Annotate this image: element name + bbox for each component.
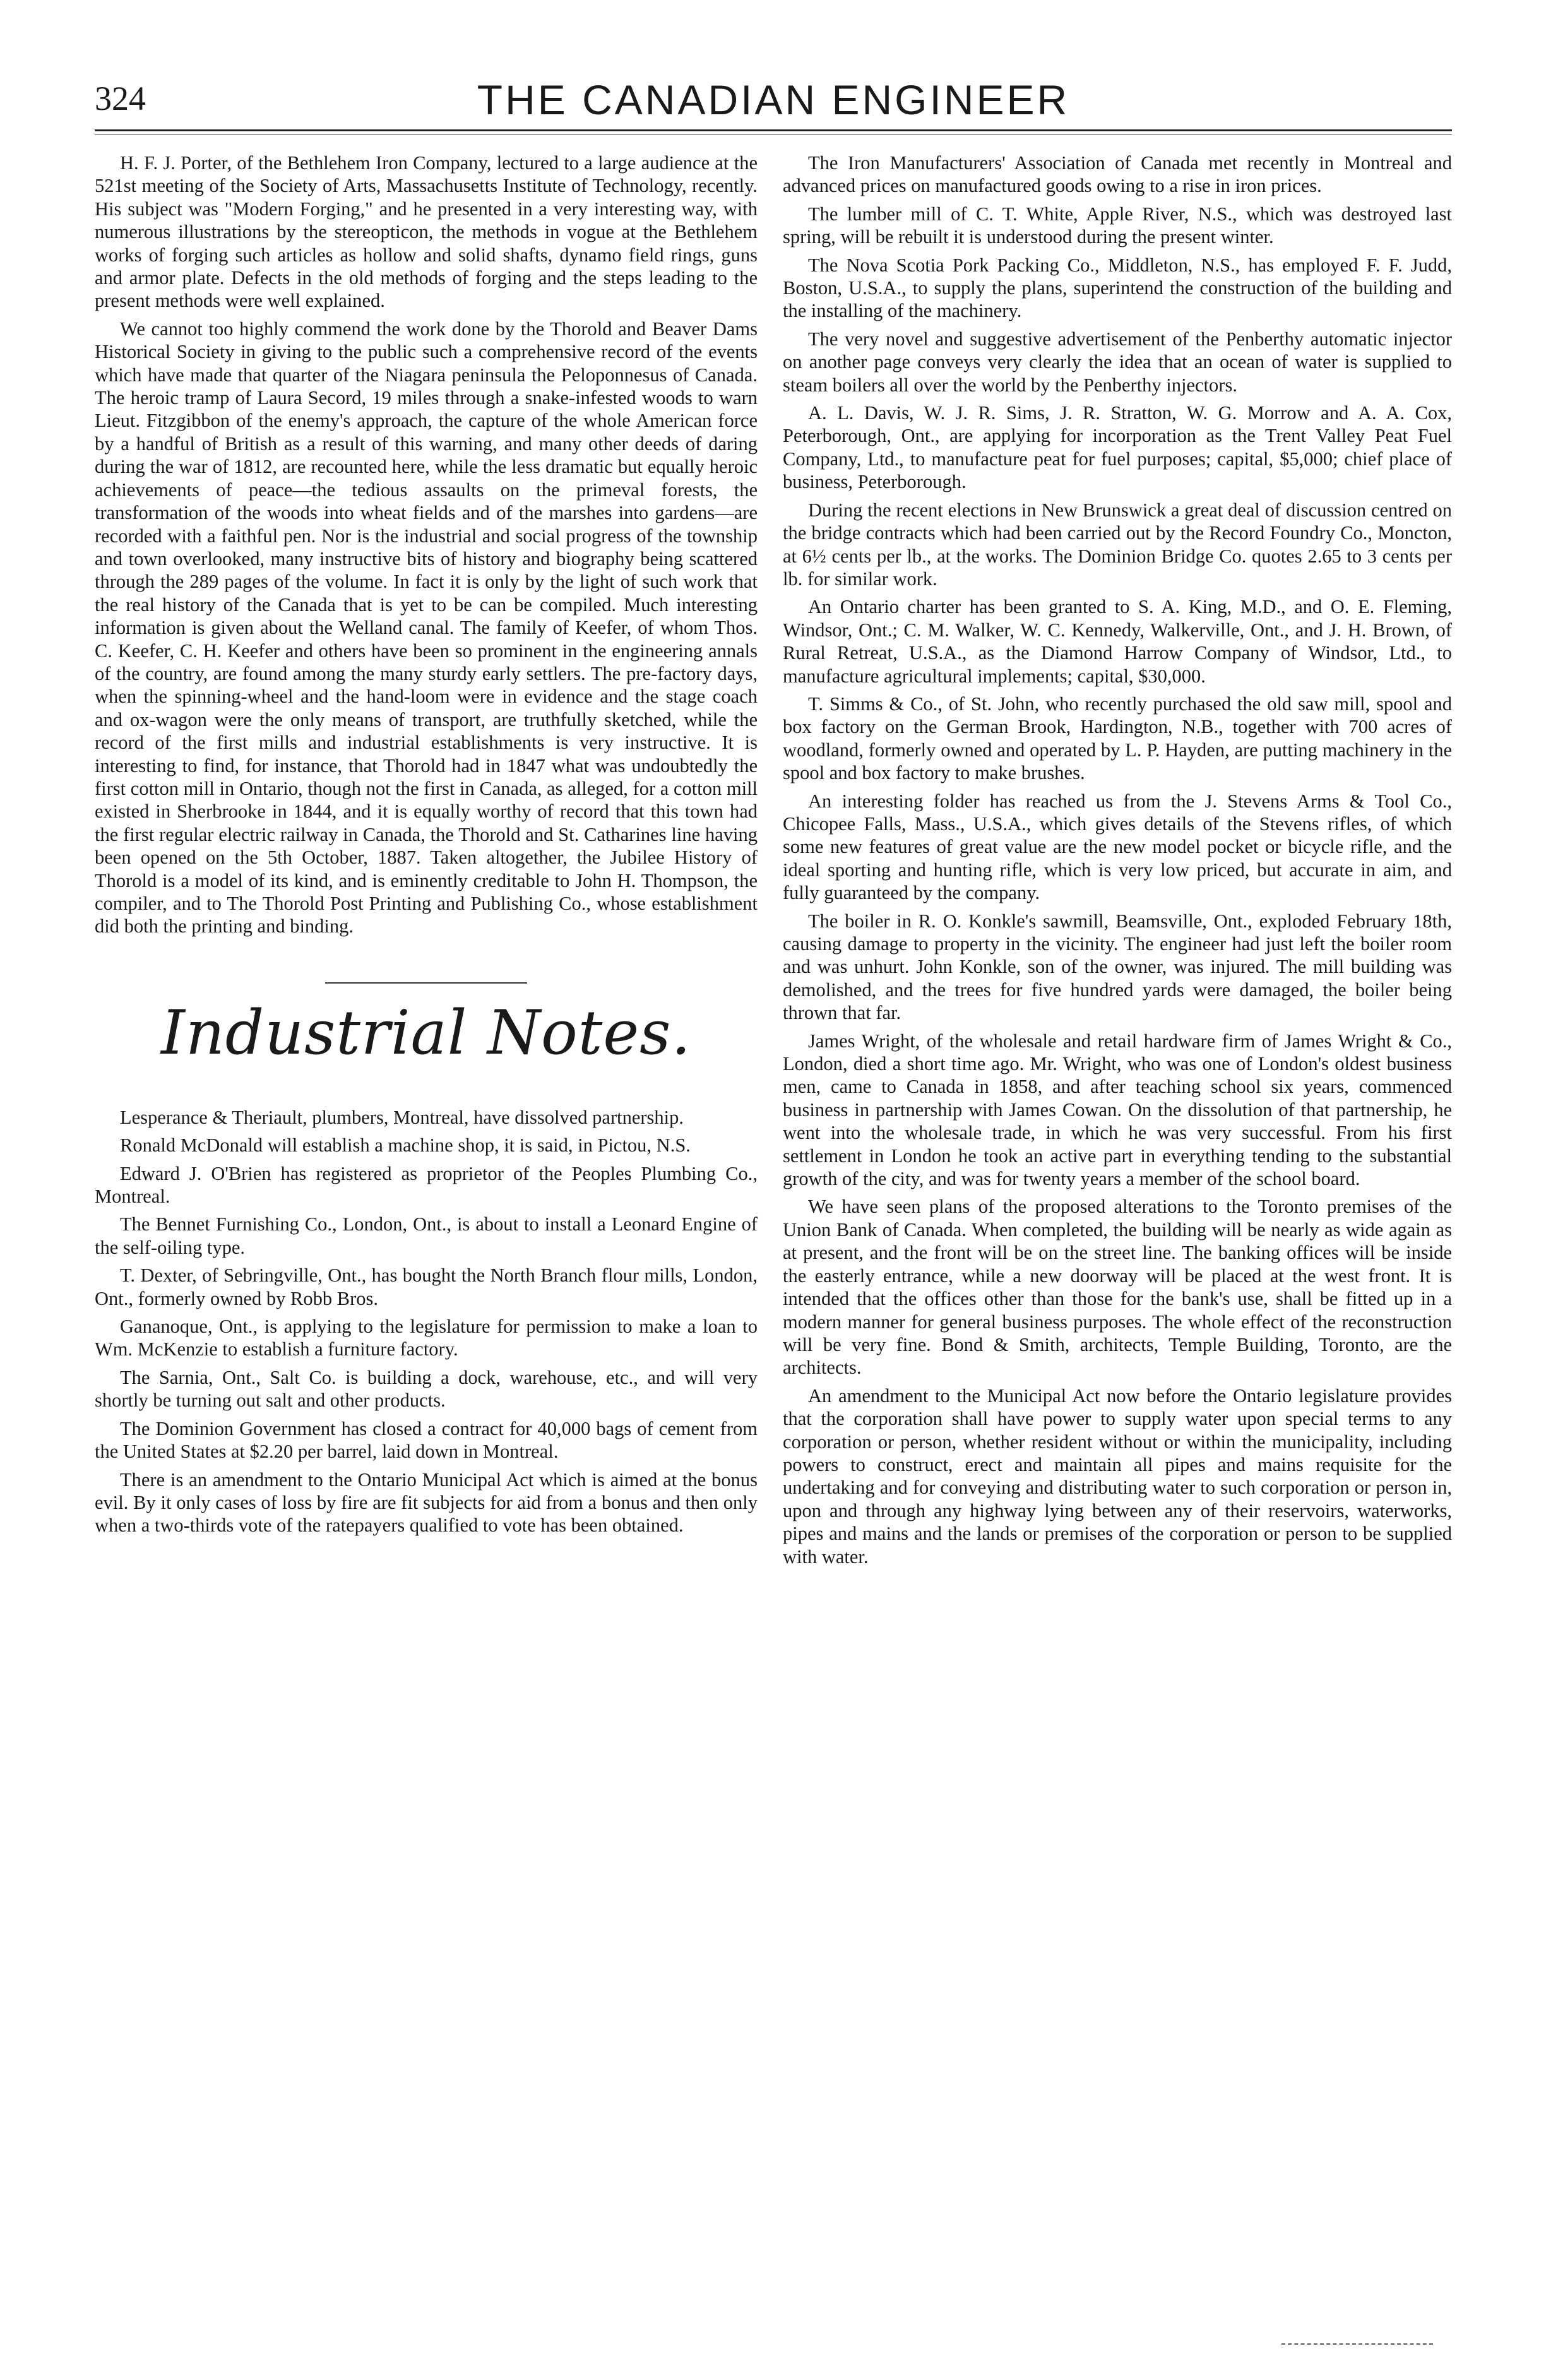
- news-item: The Sarnia, Ont., Salt Co. is building a dock, warehouse, etc., and will very shortly be turning out salt and other products.: [95, 1366, 758, 1412]
- journal-title: THE CANADIAN ENGINEER: [477, 76, 1070, 123]
- news-item: We have seen plans of the proposed alterations to the Toronto premises of the Union Bank of Canada. When completed, the building will be nearly as wide again as at present, and the front will be on the street line. The banking offices will be inside the easterly entrance, while a new doorway will be placed at the west front. It is intended that the offices other than those for the bank's use, shall be fitted up in a modern manner for general business purposes. The whole effect of the reconstruction will be very fine. Bond & Smith, architects, Temple Building, Toronto, are the architects.: [783, 1196, 1452, 1379]
- end-of-column-mark: [1281, 2343, 1433, 2345]
- news-item: There is an amendment to the Ontario Municipal Act which is aimed at the bonus evil. By it only cases of loss by fire are fit subjects for aid from a bonus and then only when a two-thirds vote of the ratepayers qualified to vote has been obtained.: [95, 1468, 758, 1537]
- article-paragraph: H. F. J. Porter, of the Bethlehem Iron Company, lectured to a large audience at the 521st meeting of the Society of Arts, Massachusetts Institute of Technology, recently. His subject was "Modern Forging," and he presented in a very interesting way, with numerous illustrations by the stereopticon, the methods in vogue at the Bethlehem works of forging such articles as hollow and solid shafts, dynamo field rings, guns and armor plate. Defects in the old methods of forging and the steps leading to the present methods were well explained.: [95, 152, 758, 312]
- news-item: The Dominion Government has closed a contract for 40,000 bags of cement from the United States at $2.20 per barrel, laid down in Montreal.: [95, 1417, 758, 1463]
- news-item: The Bennet Furnishing Co., London, Ont., is about to install a Leonard Engine of the self-oiling type.: [95, 1213, 758, 1258]
- news-item: During the recent elections in New Brunswick a great deal of discussion centred on the bridge contracts which had been carried out by the Record Foundry Co., Moncton, at 6½ cents per lb., at the works. The Dominion Bridge Co. quotes 2.65 to 3 cents per lb. for similar work.: [783, 499, 1452, 590]
- news-item: The very novel and suggestive advertisement of the Penberthy automatic injector on another page conveys very clearly the idea that an ocean of water is supplied to steam boilers all over the world by the Penberthy injectors.: [783, 328, 1452, 396]
- section-heading: Industrial Notes.: [161, 997, 691, 1068]
- news-item: Gananoque, Ont., is applying to the legislature for permission to make a loan to Wm. McKenzie to establish a furniture factory.: [95, 1316, 758, 1360]
- news-item: An interesting folder has reached us from the J. Stevens Arms & Tool Co., Chicopee Falls, Mass., U.S.A., which gives details of the Stevens rifles, of which some new features of great value are the new model pocket or bicycle rifle, and the ideal sporting and hunting rifle, which is very low priced, but accurate in aim, and fully guaranteed by the company.: [783, 790, 1452, 904]
- news-item: Lesperance & Theriault, plumbers, Montreal, have dissolved partnership.: [120, 1106, 684, 1128]
- header-rule-thin: [95, 134, 1452, 135]
- news-item: The lumber mill of C. T. White, Apple River, N.S., which was destroyed last spring, will be rebuilt it is understood during the present winter.: [783, 203, 1452, 248]
- news-item: A. L. Davis, W. J. R. Sims, J. R. Stratton, W. G. Morrow and A. A. Cox, Peterborough, Ont., are applying for incorporation as the Trent Valley Peat Fuel Company, Ltd., to manufacture peat for fuel purposes; capital, $5,000; chief place of business, Peterborough.: [783, 402, 1452, 493]
- heading-divider: [325, 982, 527, 984]
- page-header: [95, 76, 1452, 126]
- news-item: T. Simms & Co., of St. John, who recently purchased the old saw mill, spool and box factory on the German Brook, Hardington, N.B., together with 700 acres of woodland, formerly owned and operated by L. P. Hayden, are putting machinery in the spool and box factory to make brushes.: [783, 693, 1452, 784]
- header-rule: [95, 129, 1452, 131]
- news-item: James Wright, of the wholesale and retail hardware firm of James Wright & Co., London, died a short time ago. Mr. Wright, who was one of London's oldest business men, came to Canada in 1858, and after teaching school six years, commenced business in partnership with James Cowan. On the dissolution of that partnership, he went into the wholesale trade, in which he was very successful. From his first settlement in London he took an active part in everything tending to the substantial growth of the city, and was for twenty years a member of the school board.: [783, 1030, 1452, 1190]
- news-item: An Ontario charter has been granted to S. A. King, M.D., and O. E. Fleming, Windsor, Ont.; C. M. Walker, W. C. Kennedy, Walkerville, Ont., and J. H. Brown, of Rural Retreat, U.S.A., as the Diamond Harrow Company of Windsor, Ltd., to manufacture agricultural implements; capital, $30,000.: [783, 596, 1452, 687]
- news-item: Edward J. O'Brien has registered as proprietor of the Peoples Plumbing Co., Montreal.: [95, 1162, 758, 1208]
- news-item: An amendment to the Municipal Act now before the Ontario legislature provides that the corporation shall have power to supply water upon special terms to any corporation or person, whether resident without or within the municipality, including powers to construct, erect and maintain all pipes and mains requisite for the undertaking and for conveying and distributing water to such corporation or person in, upon and through any highway lying between any of their reservoirs, waterworks, pipes and mains and the lands or premises of the corporation or person to be supplied with water.: [783, 1384, 1452, 1568]
- section-heading-block: [95, 982, 758, 1071]
- news-item: The Nova Scotia Pork Packing Co., Middleton, N.S., has employed F. F. Judd, Boston, U.S.A., to supply the plans, superintend the construction of the building and the installing of the machinery.: [783, 254, 1452, 322]
- article-paragraph: We cannot too highly commend the work done by the Thorold and Beaver Dams Historical Society in giving to the public such a comprehensive record of the events which have made that quarter of the Niagara peninsula the Peloponnesus of Canada. The heroic tramp of Laura Secord, 19 miles through a snake-infested woods to warn Lieut. Fitzgibbon of the enemy's approach, the capture of the whole American force by a handful of British as a result of this warning, and many other deeds of daring during the war of 1812, are recounted here, while the less dramatic but equally heroic achievements of peace—the tedious assaults on the primeval forests, the transformation of the woods into wheat fields and of the marshes into gardens—are recorded with a faithful pen. Nor is the industrial and social progress of the township and town overlooked, many instructive bits of history and biography being scattered through the 289 pages of the volume. In fact it is only by the light of such work that the real history of the Canada that is yet to be can be compiled. Much interesting information is given about the Welland canal. The family of Keefer, of whom Thos. C. Keefer, C. H. Keefer and others have been so prominent in the engineering annals of the country, are found among the many sturdy early settlers. The pre-factory days, when the spinning-wheel and the hand-loom were in evidence and the stage coach and ox-wagon were the only means of transport, are truthfully sketched, while the record of the first mills and industrial establishments is very instructive. It is interesting to find, for instance, that Thorold had in 1847 what was undoubtedly the first cotton mill in Ontario, though not the first in Canada, as alleged, for a cotton mill existed in Sherbrooke in 1844, and it is equally worthy of record that this town had the first regular electric railway in Canada, the Thorold and St. Catharines line having been opened on the 5th October, 1887. Taken altogether, the Jubilee History of Thorold is a model of its kind, and is eminently creditable to John H. Thompson, the compiler, and to The Thorold Post Printing and Publishing Co., whose establishment did both the printing and binding.: [95, 318, 758, 937]
- right-column: [783, 152, 1452, 1573]
- news-item: T. Dexter, of Sebringville, Ont., has bought the North Branch flour mills, London, Ont., formerly owned by Robb Bros.: [95, 1264, 758, 1309]
- news-item: The boiler in R. O. Konkle's sawmill, Beamsville, Ont., exploded February 18th, causing damage to property in the vicinity. The engineer had just left the boiler room and was unhurt. John Konkle, son of the owner, was injured. The mill building was demolished, and the trees for five hundred yards were damaged, the boiler being thrown that far.: [783, 910, 1452, 1024]
- news-item: The Iron Manufacturers' Association of Canada met recently in Montreal and advanced prices on manufactured goods owing to a rise in iron prices.: [783, 152, 1452, 197]
- news-item: Ronald McDonald will establish a machine shop, it is said, in Pictou, N.S.: [120, 1134, 691, 1157]
- page-number: 324: [95, 80, 146, 117]
- left-column: [95, 152, 758, 1542]
